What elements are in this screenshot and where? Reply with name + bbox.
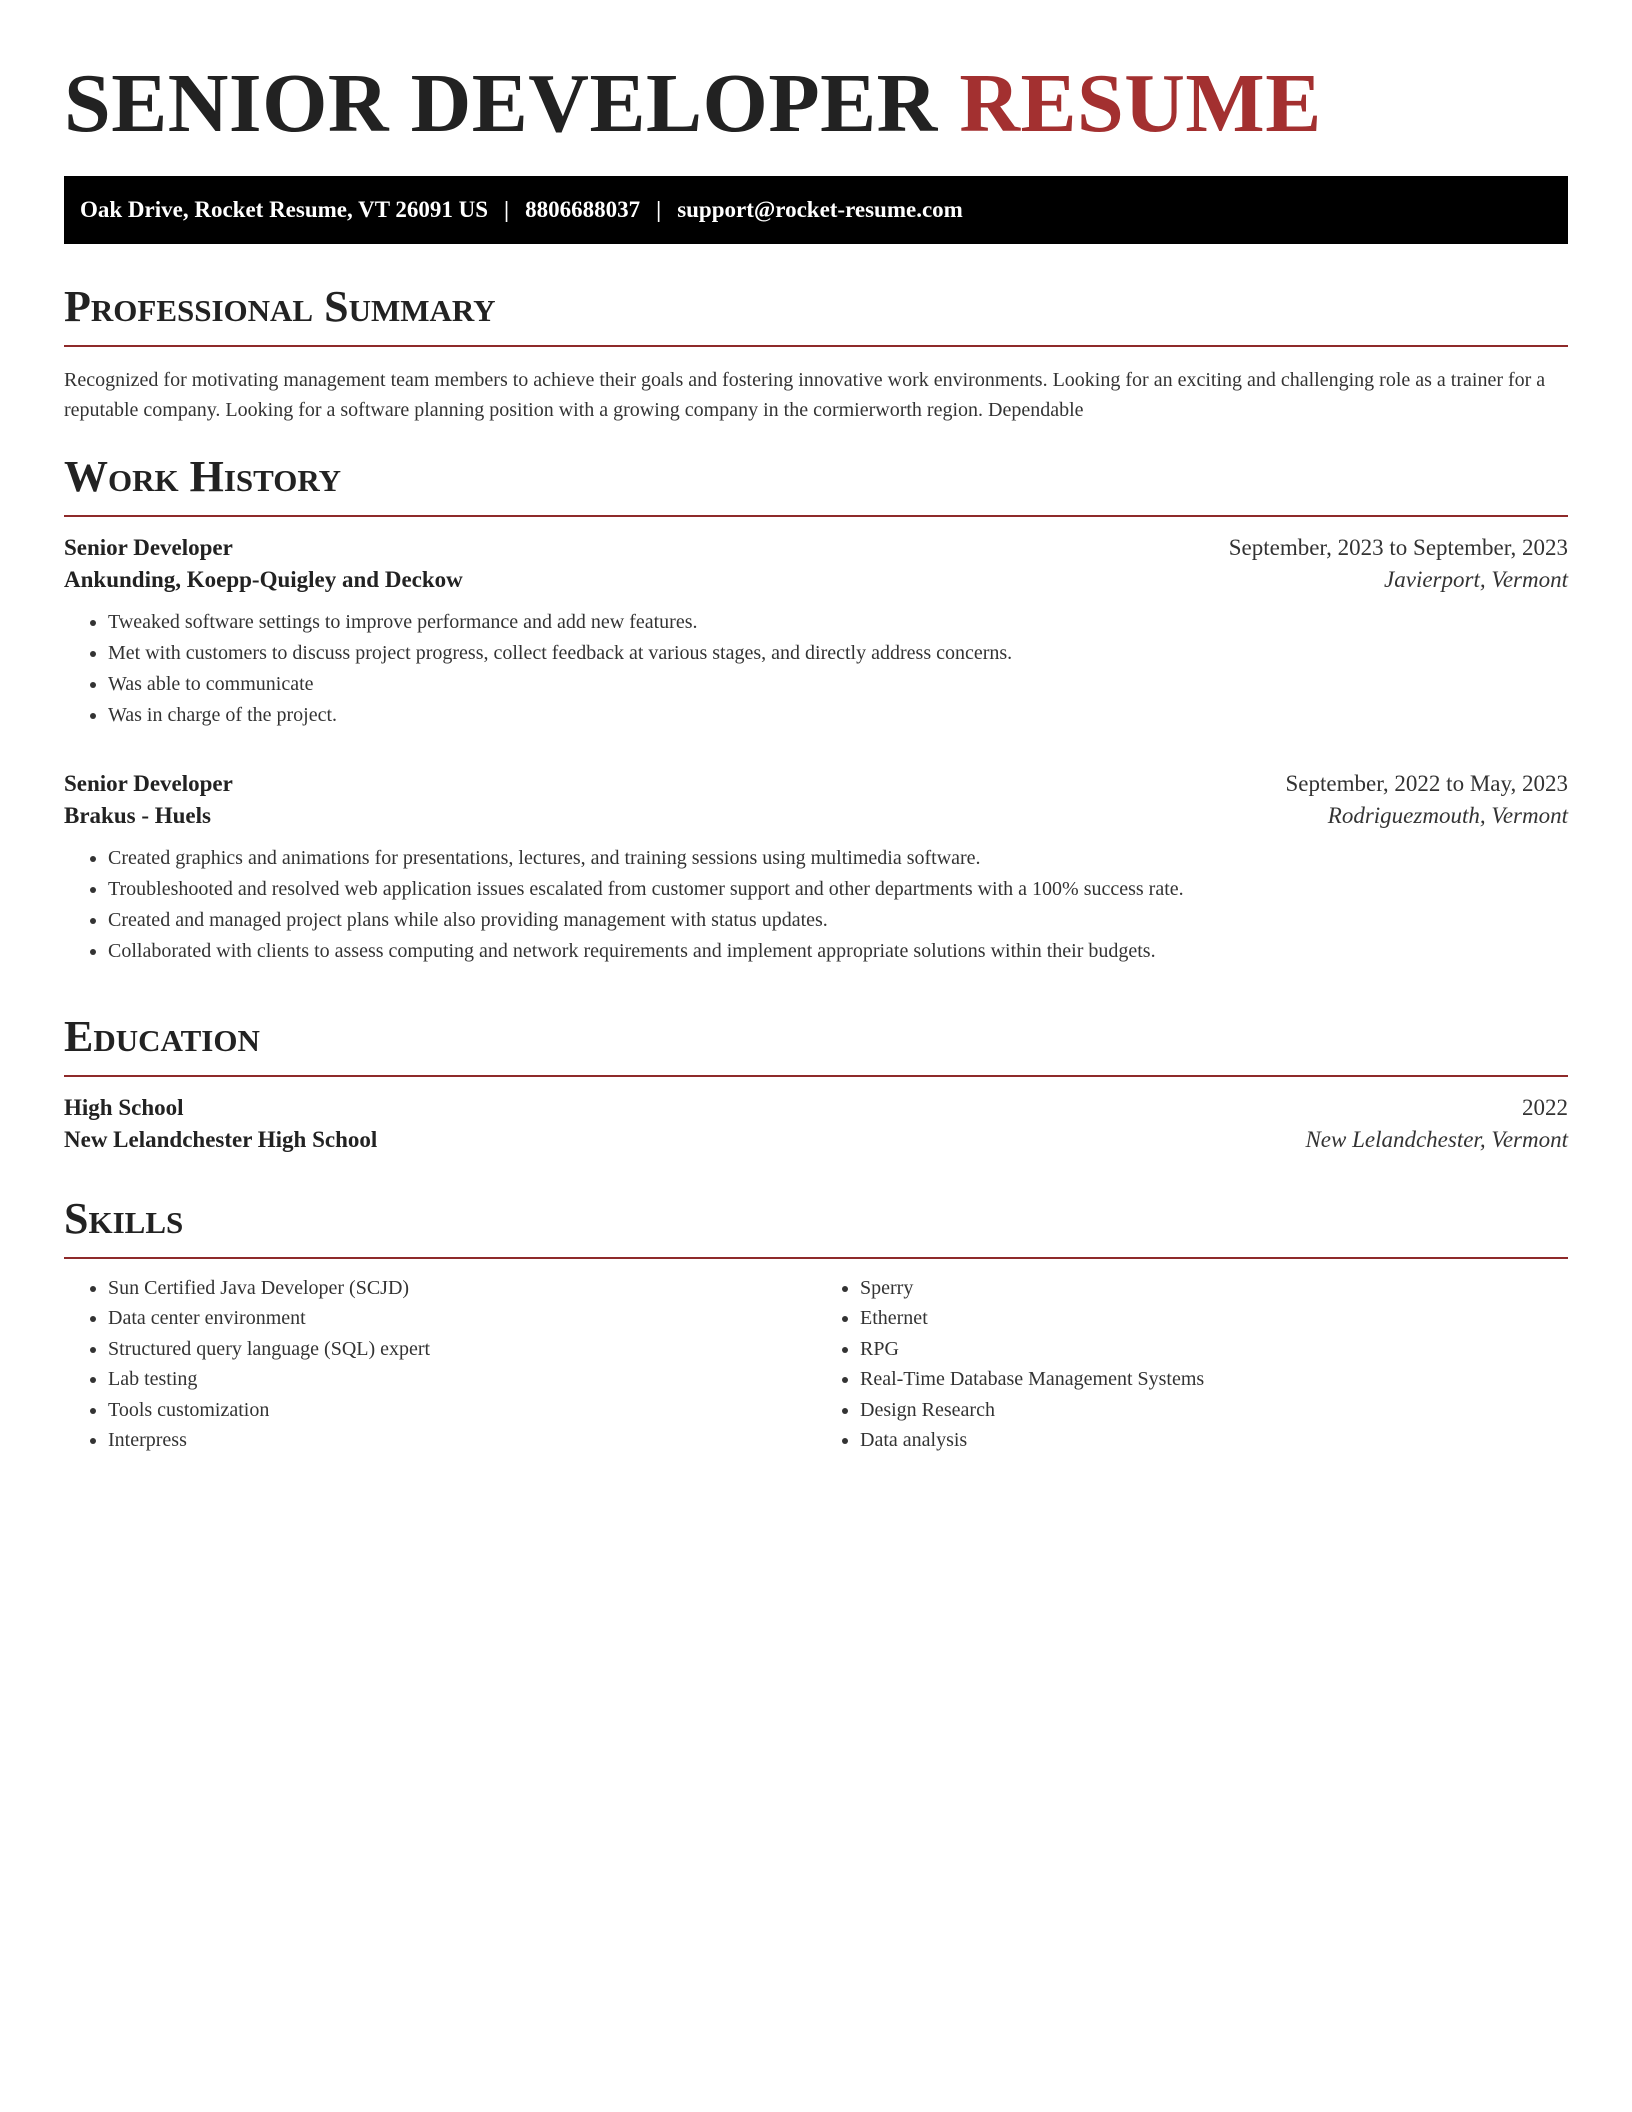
section-divider bbox=[64, 1257, 1568, 1259]
skill-item: • Design Research bbox=[860, 1395, 1568, 1426]
contact-address: Oak Drive, Rocket Resume, VT 26091 US bbox=[80, 197, 489, 222]
job-company: Brakus - Huels bbox=[64, 802, 211, 828]
job-location: Javierport, Vermont bbox=[1384, 566, 1568, 592]
skill-item: • Real-Time Database Management Systems bbox=[860, 1364, 1568, 1395]
skill-item: • Interpress bbox=[108, 1425, 816, 1456]
job-company-row bbox=[64, 567, 1568, 593]
education-heading: Education bbox=[64, 1012, 260, 1061]
summary-heading: Professional Summary bbox=[64, 282, 496, 331]
job-bullet: • Was in charge of the project. bbox=[108, 700, 1568, 731]
job-entry bbox=[64, 535, 1568, 731]
skill-item: • Lab testing bbox=[108, 1364, 816, 1395]
education-school-row bbox=[64, 1127, 1568, 1153]
section-divider bbox=[64, 515, 1568, 517]
contact-bar bbox=[64, 176, 1568, 244]
job-bullet: • Met with customers to discuss project progress, collect feedback at various stages, and directly address concerns. bbox=[108, 638, 1568, 669]
job-header-row bbox=[64, 771, 1568, 797]
skills-list-left bbox=[64, 1273, 816, 1456]
job-location: Rodriguezmouth, Vermont bbox=[1327, 802, 1568, 828]
job-dates: September, 2022 to May, 2023 bbox=[1285, 770, 1568, 796]
skills-section bbox=[64, 1194, 1568, 1456]
skills-list-right bbox=[816, 1273, 1568, 1456]
skills-heading: Skills bbox=[64, 1194, 184, 1243]
job-company-row bbox=[64, 803, 1568, 829]
skill-item: • Sperry bbox=[860, 1273, 1568, 1304]
skill-item: • Structured query language (SQL) expert bbox=[108, 1334, 816, 1365]
education-degree: High School bbox=[64, 1094, 184, 1120]
resume-title bbox=[64, 56, 1322, 153]
work-history-heading: Work History bbox=[64, 452, 342, 501]
job-header-row bbox=[64, 535, 1568, 561]
skill-item: • Tools customization bbox=[108, 1395, 816, 1426]
job-dates: September, 2023 to September, 2023 bbox=[1228, 534, 1568, 560]
education-school: New Lelandchester High School bbox=[64, 1126, 378, 1152]
job-bullet: • Collaborated with clients to assess computing and network requirements and implement appropriate solutions within their budgets. bbox=[108, 936, 1568, 967]
summary-section bbox=[64, 282, 1568, 425]
job-bullets bbox=[64, 843, 1568, 967]
job-bullet: • Tweaked software settings to improve performance and add new features. bbox=[108, 607, 1568, 638]
skills-grid bbox=[64, 1273, 1568, 1456]
section-divider bbox=[64, 345, 1568, 347]
job-company: Ankunding, Koepp-Quigley and Deckow bbox=[64, 566, 463, 592]
contact-email: support@rocket-resume.com bbox=[677, 197, 963, 222]
title-main: SENIOR DEVELOPER bbox=[64, 57, 938, 150]
section-divider bbox=[64, 1075, 1568, 1077]
job-title: Senior Developer bbox=[64, 534, 233, 560]
job-bullet: • Troubleshooted and resolved web application issues escalated from customer support and other departments with a 100% success rate. bbox=[108, 874, 1568, 905]
job-bullet: • Was able to communicate bbox=[108, 669, 1568, 700]
skill-item: • Sun Certified Java Developer (SCJD) bbox=[108, 1273, 816, 1304]
skill-item: • Data center environment bbox=[108, 1303, 816, 1334]
skill-item: • RPG bbox=[860, 1334, 1568, 1365]
contact-separator: | bbox=[504, 197, 510, 222]
job-bullets bbox=[64, 607, 1568, 731]
education-year: 2022 bbox=[1522, 1094, 1568, 1120]
contact-separator: | bbox=[656, 197, 662, 222]
skill-item: • Data analysis bbox=[860, 1425, 1568, 1456]
job-bullet: • Created and managed project plans while also providing management with status updates. bbox=[108, 905, 1568, 936]
work-history-section bbox=[64, 452, 1568, 967]
education-header-row bbox=[64, 1095, 1568, 1121]
education-location: New Lelandchester, Vermont bbox=[1305, 1126, 1568, 1152]
education-section bbox=[64, 1012, 1568, 1153]
summary-text: Recognized for motivating management team members to achieve their goals and fostering innovative work environments. Looking for an exciting and challenging role as a trainer for a reputable company. Looking for a software planning position with a growing company in the cormierworth region. Dependable bbox=[64, 368, 1546, 421]
job-entry bbox=[64, 771, 1568, 967]
contact-phone: 8806688037 bbox=[525, 197, 641, 222]
job-bullet: • Created graphics and animations for presentations, lectures, and training sessions using multimedia software. bbox=[108, 843, 1568, 874]
title-accent: RESUME bbox=[959, 57, 1322, 150]
job-title: Senior Developer bbox=[64, 770, 233, 796]
skill-item: • Ethernet bbox=[860, 1303, 1568, 1334]
